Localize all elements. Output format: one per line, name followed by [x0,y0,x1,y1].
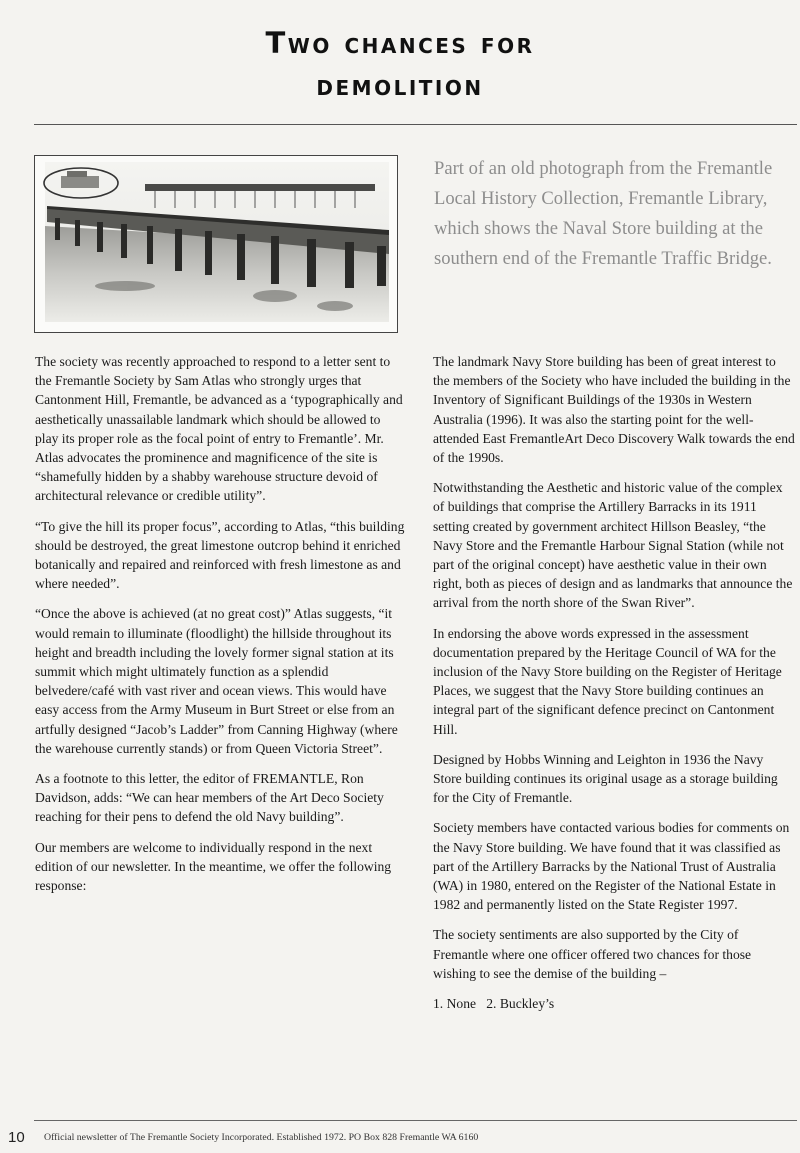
left-paragraph-1: The society was recently approached to respond to a letter sent to the Fremantle Society by Sam Atlas who strongly urges that Cantonment Hill, Fremantle, be advanced as a ‘typographically and aesthetically unassailable landmark which should be allowed to play its proper role as the focal point of entry to Fremantle’. Mr. Atlas advocates the prominence and magnificence of the site is “shamefully hidden by a shabby warehouse structure devoid of architectural relevance or credible utility”. [35,354,403,504]
left-paragraph-5: Our members are welcome to individually respond in the next edition of our newsletter. In the meantime, we offer the following response: [35,839,392,894]
page-number: 10 [8,1129,25,1146]
historic-photo [34,155,398,333]
left-paragraph-2: “To give the hill its proper focus”, according to Atlas, “this building should be destroyed, the great limestone outcrop behind it enriched botanically and repaired and reinforced with fresh limestone as and where needed”. [35,518,405,592]
right-paragraph-5: Society members have contacted various bodies for comments on the Navy Store building. We have found that it was classified as part of the Artillery Barracks by the National Trust of Australia (WA) in 1980, entered on the Register of the National Estate in 1982 and permanently listed on the State Register 1997. [433,820,790,913]
left-column [35,352,405,906]
footer-text: Official newsletter of The Fremantle Society Incorporated. Established 1972. PO Box 828 Fremantle WA 6160 [44,1132,479,1143]
title-line-2: demolition [316,68,484,102]
chances-list: 1. None 2. Buckley’s [433,996,555,1012]
left-paragraph-3: “Once the above is achieved (at no great cost)” Atlas suggests, “it would remain to illuminate (floodlight) the hillside throughout its height and breadth including the lovely former signal station at its summit which might ultimately function as a splendid belvedere/café with vast river and ocean views. This would have easy access from the Army Museum in Burt Street or else from an artfully designed “Jacob’s Ladder” from Canning Highway (where the warehouse currently stands) or from Queen Victoria Street”. [35,606,398,756]
right-paragraph-1: The landmark Navy Store building has been of great interest to the members of the Society who have included the building in the Inventory of Significant Buildings of the 1930s in Western Australia (1996). It was also the starting point for the well-attended East FremantleArt Deco Discovery Walk towards the end of the 1990s. [433,354,795,466]
right-paragraph-4: Designed by Hobbs Winning and Leighton in 1936 the Navy Store building continues its original usage as a storage building for the City of Fremantle. [433,751,778,806]
bridge-photo-illustration [35,156,397,332]
left-paragraph-4: As a footnote to this letter, the editor of FREMANTLE, Ron Davidson, adds: “We can hear members of the Art Deco Society reaching for their pens to defend the old Navy building”. [35,771,384,825]
title-line-1: Two chances for [265,26,535,60]
right-paragraph-6: The society sentiments are also supported by the City of Fremantle where one officer offered two chances for those wishing to see the demise of the building – [433,927,752,981]
right-paragraph-3: In endorsing the above words expressed in the assessment documentation prepared by the Heritage Council of WA for the inclusion of the Navy Store building on the Register of Heritage Places, we suggest that the Navy Store building continues an integral part of the significant defence precinct on Cantonment Hill. [433,625,782,737]
right-column [433,352,795,1024]
top-divider [34,124,797,125]
right-paragraph-2: Notwithstanding the Aesthetic and historic value of the complex of buildings that comprise the Artillery Barracks in its 1911 setting created by government architect Hillson Beasley, “the Navy Store and the Fremantle Harbour Signal Station (while not part of the original concept) have aesthetic value in their own right, both as pieces of design and as landmarks that announce the arrival from the north shore of the Swan River”. [433,480,793,611]
bottom-divider [34,1120,797,1121]
photo-caption: Part of an old photograph from the Fremantle Local History Collection, Fremantle Library, which shows the Naval Store building at the southern end of the Fremantle Traffic Bridge. [434,158,773,269]
article-title [0,22,800,106]
